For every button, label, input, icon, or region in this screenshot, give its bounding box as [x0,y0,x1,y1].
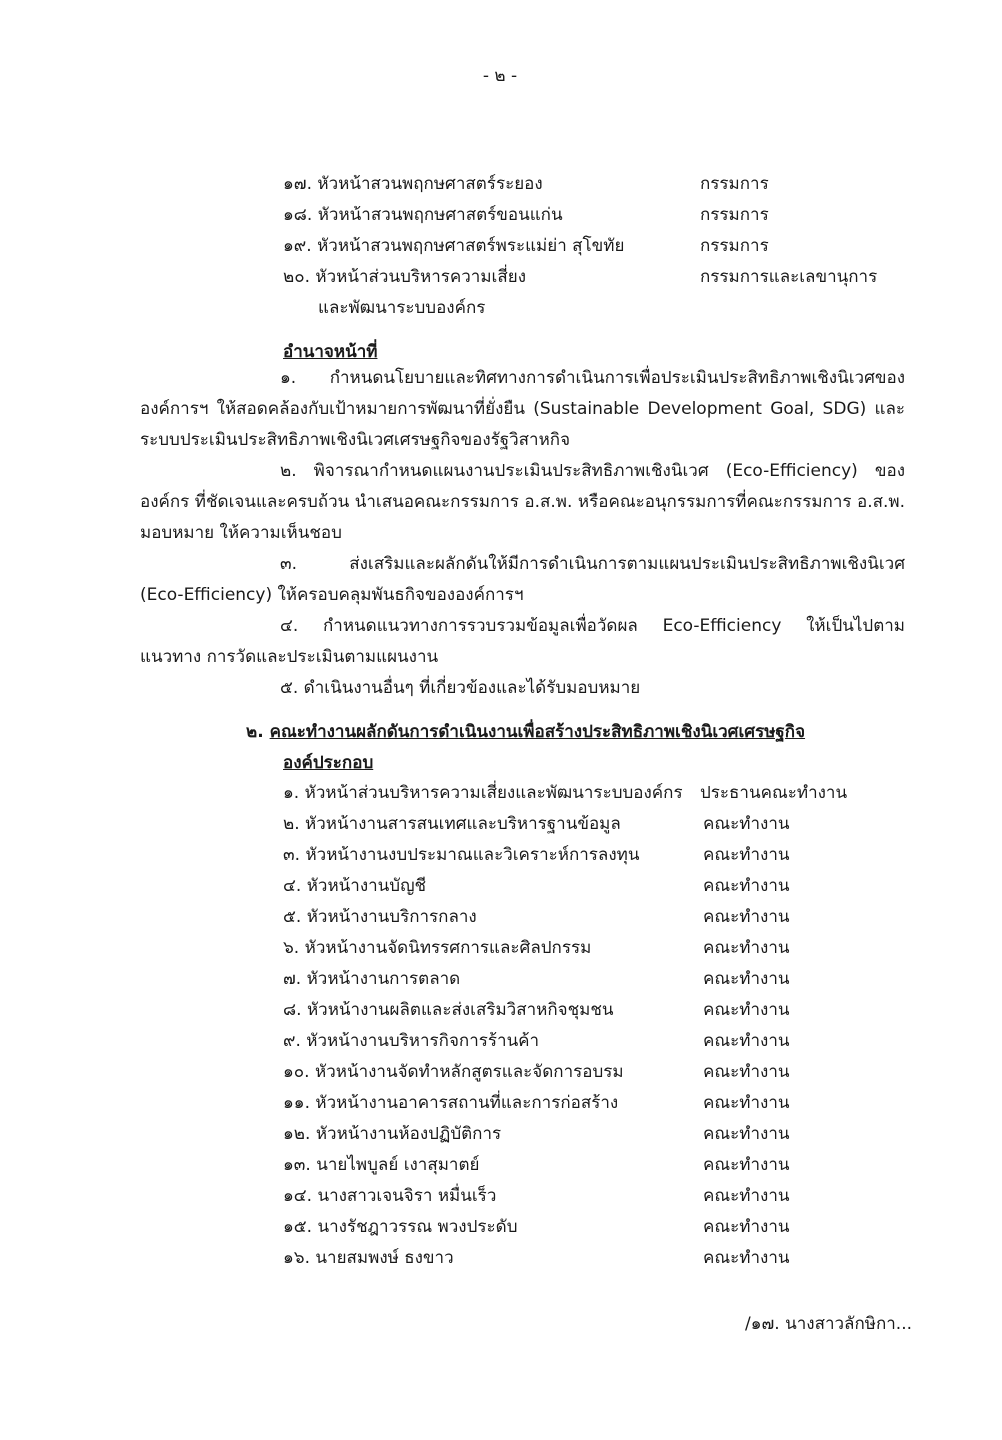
member-name: นายไพบูลย์ เงาสุมาตย์ [316,1155,480,1175]
member-number: ๑๖. [283,1248,310,1268]
member-row-5 [283,903,477,930]
member-number: ๑. [283,783,300,803]
item-number: ๒๐. [283,267,310,287]
member-role: คณะทำงาน [703,1062,790,1082]
duty-paragraph-3 [140,549,905,611]
duty-text: ๒. พิจารณากำหนดแผนงานประเมินประสิทธิภาพเชิงนิเวศ (Eco-Efficiency) ขององค์กร ที่ชัดเจนและครบถ้วน นำเสนอคณะกรรมการ อ.ส.พ. หรือคณะอนุกรรมการที่คณะกรรมการ อ.ส.พ. มอบหมาย ให้ความเห็นชอบ [140,461,905,543]
member-role: ประธานคณะทำงาน [700,783,848,803]
member-number: ๑๕. [283,1217,313,1237]
member-row-11 [283,1089,618,1116]
committee-item-19 [283,232,624,259]
item-role: กรรมการ [700,174,769,194]
member-name: หัวหน้างานงบประมาณและวิเคราะห์การลงทุน [305,845,640,865]
member-role: คณะทำงาน [703,1248,790,1268]
member-number: ๑๓. [283,1155,311,1175]
member-name: หัวหน้างานจัดทำหลักสูตรและจัดการอบรม [314,1062,624,1082]
section-number: ๒. [246,722,264,742]
duty-text: ๕. ดำเนินงานอื่นๆ ที่เกี่ยวข้องและได้รับมอบหมาย [280,678,641,698]
member-row-4 [283,872,426,899]
member-name: นายสมพงษ์ ธงขาว [315,1248,454,1268]
continuation-note: /๑๗. นางสาวลักษิกา... [745,1314,913,1334]
page-number: - ๒ - [482,66,518,86]
item-name: หัวหน้าสวนพฤกษศาสตร์ขอนแก่น [317,205,563,225]
member-role: คณะทำงาน [703,814,790,834]
item-role: กรรมการและเลขานุการ [700,267,878,287]
member-role: คณะทำงาน [703,1186,790,1206]
member-number: ๑๐. [283,1062,310,1082]
item-number: ๑๗. [283,174,312,194]
item-number: ๑๘. [283,205,313,225]
duty-paragraph-1 [140,363,905,456]
section-title: คณะทำงานผลักดันการดำเนินงานเพื่อสร้างประสิทธิภาพเชิงนิเวศเศรษฐกิจ [269,722,806,742]
member-role: คณะทำงาน [703,969,790,989]
member-row-8 [283,996,614,1023]
member-number: ๑๔. [283,1186,313,1206]
committee-item-20 [283,263,526,290]
member-number: ๕. [283,907,302,927]
member-number: ๖. [283,938,300,958]
member-row-14 [283,1182,496,1209]
member-row-1 [283,779,683,806]
duty-paragraph-2 [140,456,905,549]
member-role: คณะทำงาน [703,1031,790,1051]
member-row-12 [283,1120,501,1147]
member-role: คณะทำงาน [703,845,790,865]
member-role: คณะทำงาน [703,1093,790,1113]
member-name: หัวหน้างานบริการกลาง [306,907,477,927]
member-name: หัวหน้างานการตลาด [306,969,461,989]
member-row-9 [283,1027,539,1054]
member-name: หัวหน้าส่วนบริหารความเสี่ยงและพัฒนาระบบองค์กร [304,783,683,803]
member-number: ๗. [283,969,302,989]
member-number: ๓. [283,845,301,865]
member-number: ๔. [283,876,302,896]
member-name: หัวหน้างานอาคารสถานที่และการก่อสร้าง [315,1093,619,1113]
item-name-continued: และพัฒนาระบบองค์กร [318,298,486,318]
member-name: หัวหน้างานสารสนเทศและบริหารฐานข้อมูล [305,814,621,834]
duty-paragraph-4 [140,611,905,673]
duty-text: ๔. กำหนดแนวทางการรวบรวมข้อมูลเพื่อวัดผล Eco-Efficiency ให้เป็นไปตามแนวทาง การวัดและประเมินตามแผนงาน [140,616,905,667]
member-name: นางรัชฎาวรรณ พวงประดับ [317,1217,518,1237]
committee-item-17 [283,170,543,197]
item-name: หัวหน้าสวนพฤกษศาสตร์พระแม่ย่า สุโขทัย [317,236,625,256]
duty-paragraph-5 [140,673,905,704]
member-number: ๒. [283,814,300,834]
item-role: กรรมการ [700,205,769,225]
item-name: หัวหน้าสวนพฤกษศาสตร์ระยอง [317,174,543,194]
member-number: ๑๒. [283,1124,311,1144]
member-role: คณะทำงาน [703,1000,790,1020]
composition-heading: องค์ประกอบ [283,753,374,773]
member-number: ๙. [283,1031,301,1051]
member-role: คณะทำงาน [703,1155,790,1175]
duties-heading: อำนาจหน้าที่ [283,342,378,362]
duty-text: ๑. กำหนดนโยบายและทิศทางการดำเนินการเพื่อประเมินประสิทธิภาพเชิงนิเวศของ องค์การฯ ให้สอดคล้องกับเป้าหมายการพัฒนาที่ยั่งยืน (Sustainable Development Goal, SDG) และระบบประเมินประสิทธิภาพเชิงนิเวศเศรษฐกิจของรัฐวิสาหกิจ [140,368,905,450]
member-role: คณะทำงาน [703,876,790,896]
member-name: หัวหน้างานบริหารกิจการร้านค้า [306,1031,540,1051]
member-number: ๑๑. [283,1093,310,1113]
member-name: นางสาวเจนจิรา หมื่นเร็ว [317,1186,497,1206]
member-role: คณะทำงาน [703,907,790,927]
item-name: หัวหน้าส่วนบริหารความเสี่ยง [315,267,526,287]
member-name: หัวหน้างานจัดนิทรรศการและศิลปกรรม [304,938,592,958]
member-row-16 [283,1244,454,1271]
member-name: หัวหน้างานผลิตและส่งเสริมวิสาหกิจชุมชน [306,1000,614,1020]
committee-item-18 [283,201,563,228]
duty-text: ๓. ส่งเสริมและผลักดันให้มีการดำเนินการตามแผนประเมินประสิทธิภาพเชิงนิเวศ (Eco-Efficiency) ให้ครอบคลุมพันธกิจขององค์การฯ [140,554,905,605]
member-number: ๘. [283,1000,302,1020]
member-name: หัวหน้างานบัญชี [306,876,427,896]
member-row-3 [283,841,639,868]
member-row-7 [283,965,460,992]
section2-heading [246,718,805,745]
item-role: กรรมการ [700,236,769,256]
item-number: ๑๙. [283,236,312,256]
member-row-2 [283,810,621,837]
member-name: หัวหน้างานห้องปฏิบัติการ [315,1124,502,1144]
member-role: คณะทำงาน [703,1124,790,1144]
member-role: คณะทำงาน [703,1217,790,1237]
member-row-6 [283,934,591,961]
member-row-10 [283,1058,624,1085]
member-row-15 [283,1213,517,1240]
member-row-13 [283,1151,479,1178]
member-role: คณะทำงาน [703,938,790,958]
